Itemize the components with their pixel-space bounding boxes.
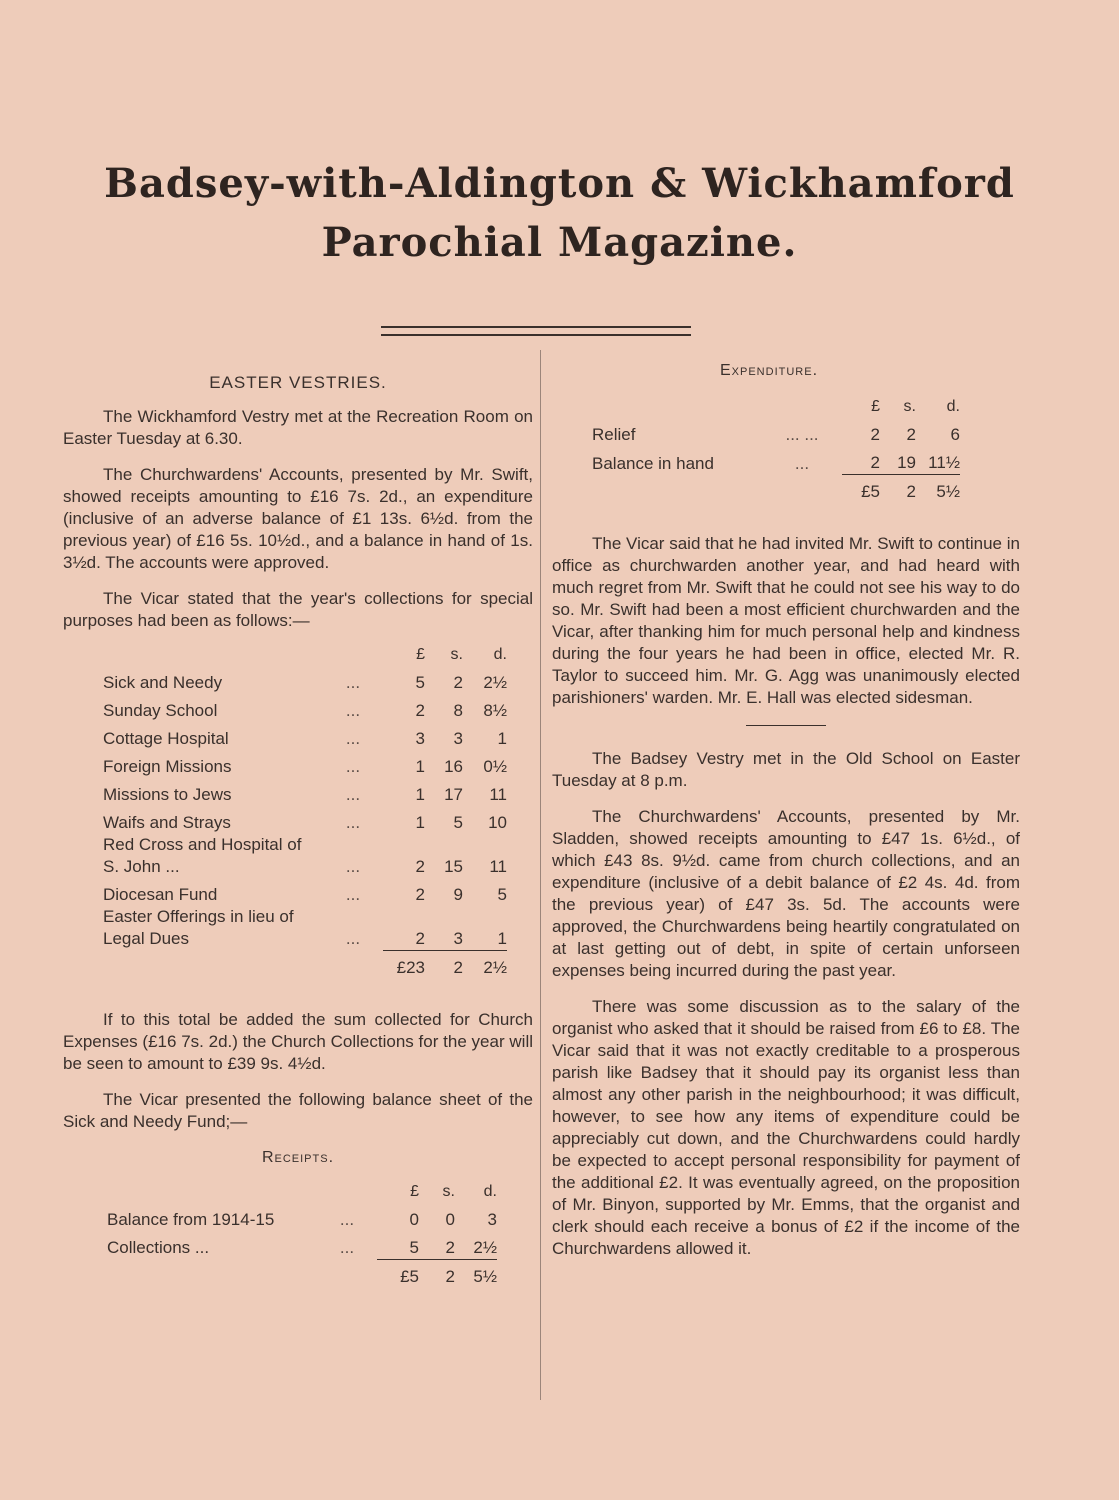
column-header: £: [410, 1182, 419, 1200]
shillings-cell: 5: [453, 813, 463, 832]
table-row: [103, 778, 507, 806]
column-header: d.: [493, 646, 507, 663]
table-row: [103, 834, 507, 878]
total-shillings: 2: [425, 950, 463, 979]
paragraph: The Vicar said that he had invited Mr. Swift to continue in office as churchwarden another year, and had heard with much regret from Mr. Swift that he could not see his way to do so. Mr. Swift had been a most efficient churchwarden and the Vicar, after thanking him for much personal help and kindness during the four years he had been in office, elected Mr. R. Taylor to succeed him. Mr. G. Agg was unanimously elected parishioners' warden. Mr. E. Hall was elected sidesman.: [552, 534, 1020, 707]
pounds-cell: 1: [415, 813, 425, 832]
pounds-cell: 5: [409, 1237, 419, 1257]
table-row: [103, 906, 507, 950]
leader-dots: ...: [794, 453, 810, 473]
table-row: [107, 1203, 497, 1231]
total-pounds: £5: [842, 475, 880, 504]
pounds-cell: 2: [415, 701, 425, 720]
pounds-cell: 2: [870, 453, 880, 472]
expenditure-title: Expenditure.: [720, 362, 819, 379]
table-row: [592, 418, 960, 446]
paragraph: The Churchwardens' Accounts, presented by Mr. Swift, showed receipts amounting to £16 7s. 2d., an expenditure (inclusive of an adverse balance of £1 13s. 6½d. from the previous year) of £16 5s. 10½d., and a balance in hand of 1s. 3½d. The accounts were approved.: [63, 465, 533, 572]
pounds-cell: 2: [415, 857, 425, 876]
row-label: Relief: [592, 425, 636, 444]
row-label: Waifs and Strays: [103, 813, 231, 832]
total-pence: 5½: [455, 1259, 497, 1288]
pence-cell: 11: [489, 857, 507, 876]
pounds-cell: 2: [415, 928, 425, 948]
row-label: Sunday School: [103, 701, 218, 720]
pounds-cell: 5: [415, 673, 425, 692]
column-header: d.: [946, 398, 960, 415]
table-header-row: [103, 638, 507, 666]
pence-cell: 6: [950, 425, 960, 444]
right-column: [552, 360, 1020, 1274]
leader-dots: ...: [339, 1209, 355, 1229]
section-divider: [746, 725, 826, 726]
table-row: [103, 806, 507, 834]
paragraph: The Vicar presented the following balance sheet of the Sick and Needy Fund;—: [63, 1089, 533, 1131]
shillings-cell: 16: [444, 757, 463, 776]
leader-dots: ...: [345, 701, 361, 720]
shillings-cell: 15: [444, 857, 463, 876]
row-label: Easter Offerings in lieu of Legal Dues: [103, 907, 294, 948]
shillings-cell: 0: [445, 1209, 455, 1229]
pence-cell: 2½: [473, 1237, 497, 1257]
masthead-line-1: Badsey-with-Aldington & Wickhamford: [104, 160, 1015, 207]
row-label: Diocesan Fund: [103, 885, 218, 904]
leader-dots: ...: [345, 757, 361, 776]
pence-cell: 5: [497, 885, 507, 904]
table-header-row: [592, 390, 960, 418]
shillings-cell: 2: [906, 425, 916, 444]
row-label: Red Cross and Hospital of S. John ...: [103, 835, 302, 876]
leader-dots: ...: [345, 885, 361, 904]
pounds-cell: 3: [415, 729, 425, 748]
pounds-cell: 2: [870, 425, 880, 444]
leader-dots: ...: [339, 1238, 355, 1257]
pounds-cell: 1: [415, 785, 425, 804]
pence-cell: 3: [487, 1209, 497, 1229]
leader-dots: ...: [345, 929, 361, 948]
total-pounds: £5: [377, 1259, 419, 1288]
shillings-cell: 9: [453, 885, 463, 904]
row-label: Balance in hand: [592, 453, 714, 473]
row-label: Foreign Missions: [103, 757, 232, 776]
column-header: £: [416, 646, 425, 663]
row-label: Collections ...: [107, 1238, 210, 1257]
shillings-cell: 2: [453, 673, 463, 692]
paragraph: The Badsey Vestry met in the Old School on Easter Tuesday at 8 p.m.: [552, 749, 1020, 790]
column-header: s.: [903, 398, 916, 415]
paragraph: If to this total be added the sum collected for Church Expenses (£16 7s. 2d.) the Church Collections for the year will be seen to amount to £39 9s. 4½d.: [63, 1009, 533, 1073]
collections-table: [103, 638, 507, 979]
masthead-rule: [381, 326, 691, 336]
masthead-line-2: Parochial Magazine.: [321, 219, 798, 266]
row-label: Sick and Needy: [103, 673, 223, 692]
pence-cell: 8½: [483, 701, 507, 720]
masthead: [0, 160, 1119, 266]
pence-cell: 1: [497, 729, 507, 748]
leader-dots: ...: [345, 729, 361, 748]
pence-cell: 10: [488, 813, 507, 832]
shillings-cell: 3: [453, 729, 463, 748]
pounds-cell: 0: [409, 1209, 419, 1229]
shillings-cell: 17: [444, 785, 463, 804]
receipts-table: [107, 1175, 497, 1288]
column-header: d.: [483, 1182, 497, 1200]
row-label: Cottage Hospital: [103, 729, 229, 748]
section-heading: EASTER VESTRIES.: [209, 373, 387, 392]
pence-cell: 2½: [483, 673, 507, 692]
table-row: [103, 722, 507, 750]
shillings-cell: 19: [897, 453, 916, 472]
total-row: [107, 1259, 497, 1288]
column-header: £: [871, 398, 880, 415]
table-row: [103, 878, 507, 906]
leader-dots: ...: [345, 857, 361, 876]
table-row: [107, 1231, 497, 1260]
receipts-title: Receipts.: [261, 1148, 335, 1166]
paragraph: The Vicar stated that the year's collections for special purposes had been as follows:—: [63, 589, 533, 630]
row-label: Missions to Jews: [103, 785, 232, 804]
total-row: [592, 475, 960, 504]
leader-dots: ...: [345, 813, 361, 832]
column-divider: [540, 350, 541, 1400]
pence-cell: 0½: [483, 757, 507, 776]
leader-dots: ... ...: [785, 425, 819, 444]
table-row: [103, 694, 507, 722]
column-header: s.: [450, 646, 463, 663]
leader-dots: ...: [345, 785, 361, 804]
shillings-cell: 3: [453, 928, 463, 948]
pounds-cell: 2: [415, 885, 425, 904]
total-shillings: 2: [880, 475, 916, 504]
column-header: s.: [442, 1182, 455, 1200]
table-header-row: [107, 1175, 497, 1203]
total-pence: 2½: [463, 950, 507, 979]
left-column: [63, 372, 533, 1288]
total-pounds: £23: [383, 950, 425, 979]
total-pence: 5½: [916, 475, 960, 504]
paragraph: There was some discussion as to the salary of the organist who asked that it should be raised from £6 to £8. The Vicar said that it was not exactly creditable to a prosperous parish like Badsey that it should pay its organist less than almost any other parish in the neighbourhood; it was difficult, however, to see how any items of expenditure could be appreciably cut down, and the Churchwardens could hardly be expected to accept personal responsibility for payment of the additional £2. It was eventually agreed, on the proposition of Mr. Binyon, supported by Mr. Emms, that the organist and clerk should each receive a bonus of £2 if the income of the Churchwardens allowed it.: [552, 997, 1020, 1258]
total-row: [103, 950, 507, 979]
row-label: Balance from 1914-15: [107, 1209, 275, 1229]
table-row: [103, 750, 507, 778]
pence-cell: 11½: [928, 453, 960, 472]
pence-cell: 11: [489, 785, 507, 804]
pence-cell: 1: [497, 928, 507, 948]
shillings-cell: 8: [453, 701, 463, 720]
pounds-cell: 1: [415, 757, 425, 776]
table-row: [103, 666, 507, 694]
shillings-cell: 2: [445, 1237, 455, 1257]
leader-dots: ...: [345, 673, 361, 692]
paragraph: The Wickhamford Vestry met at the Recreation Room on Easter Tuesday at 6.30.: [63, 407, 533, 448]
expenditure-table: [592, 390, 960, 503]
table-row: [592, 446, 960, 475]
paragraph: The Churchwardens' Accounts, presented by Mr. Sladden, showed receipts amounting to £47 1s. 6½d., of which £43 8s. 9½d. came from church collections, and an expenditure (inclusive of a debit balance of £2 4s. 4d. from the previous year) of £47 3s. 5d. The accounts were approved, the Churchwardens being heartily congratulated on at last getting out of debt, in spite of certain unforseen expenses being incurred during the past year.: [552, 807, 1020, 980]
total-shillings: 2: [419, 1259, 455, 1288]
